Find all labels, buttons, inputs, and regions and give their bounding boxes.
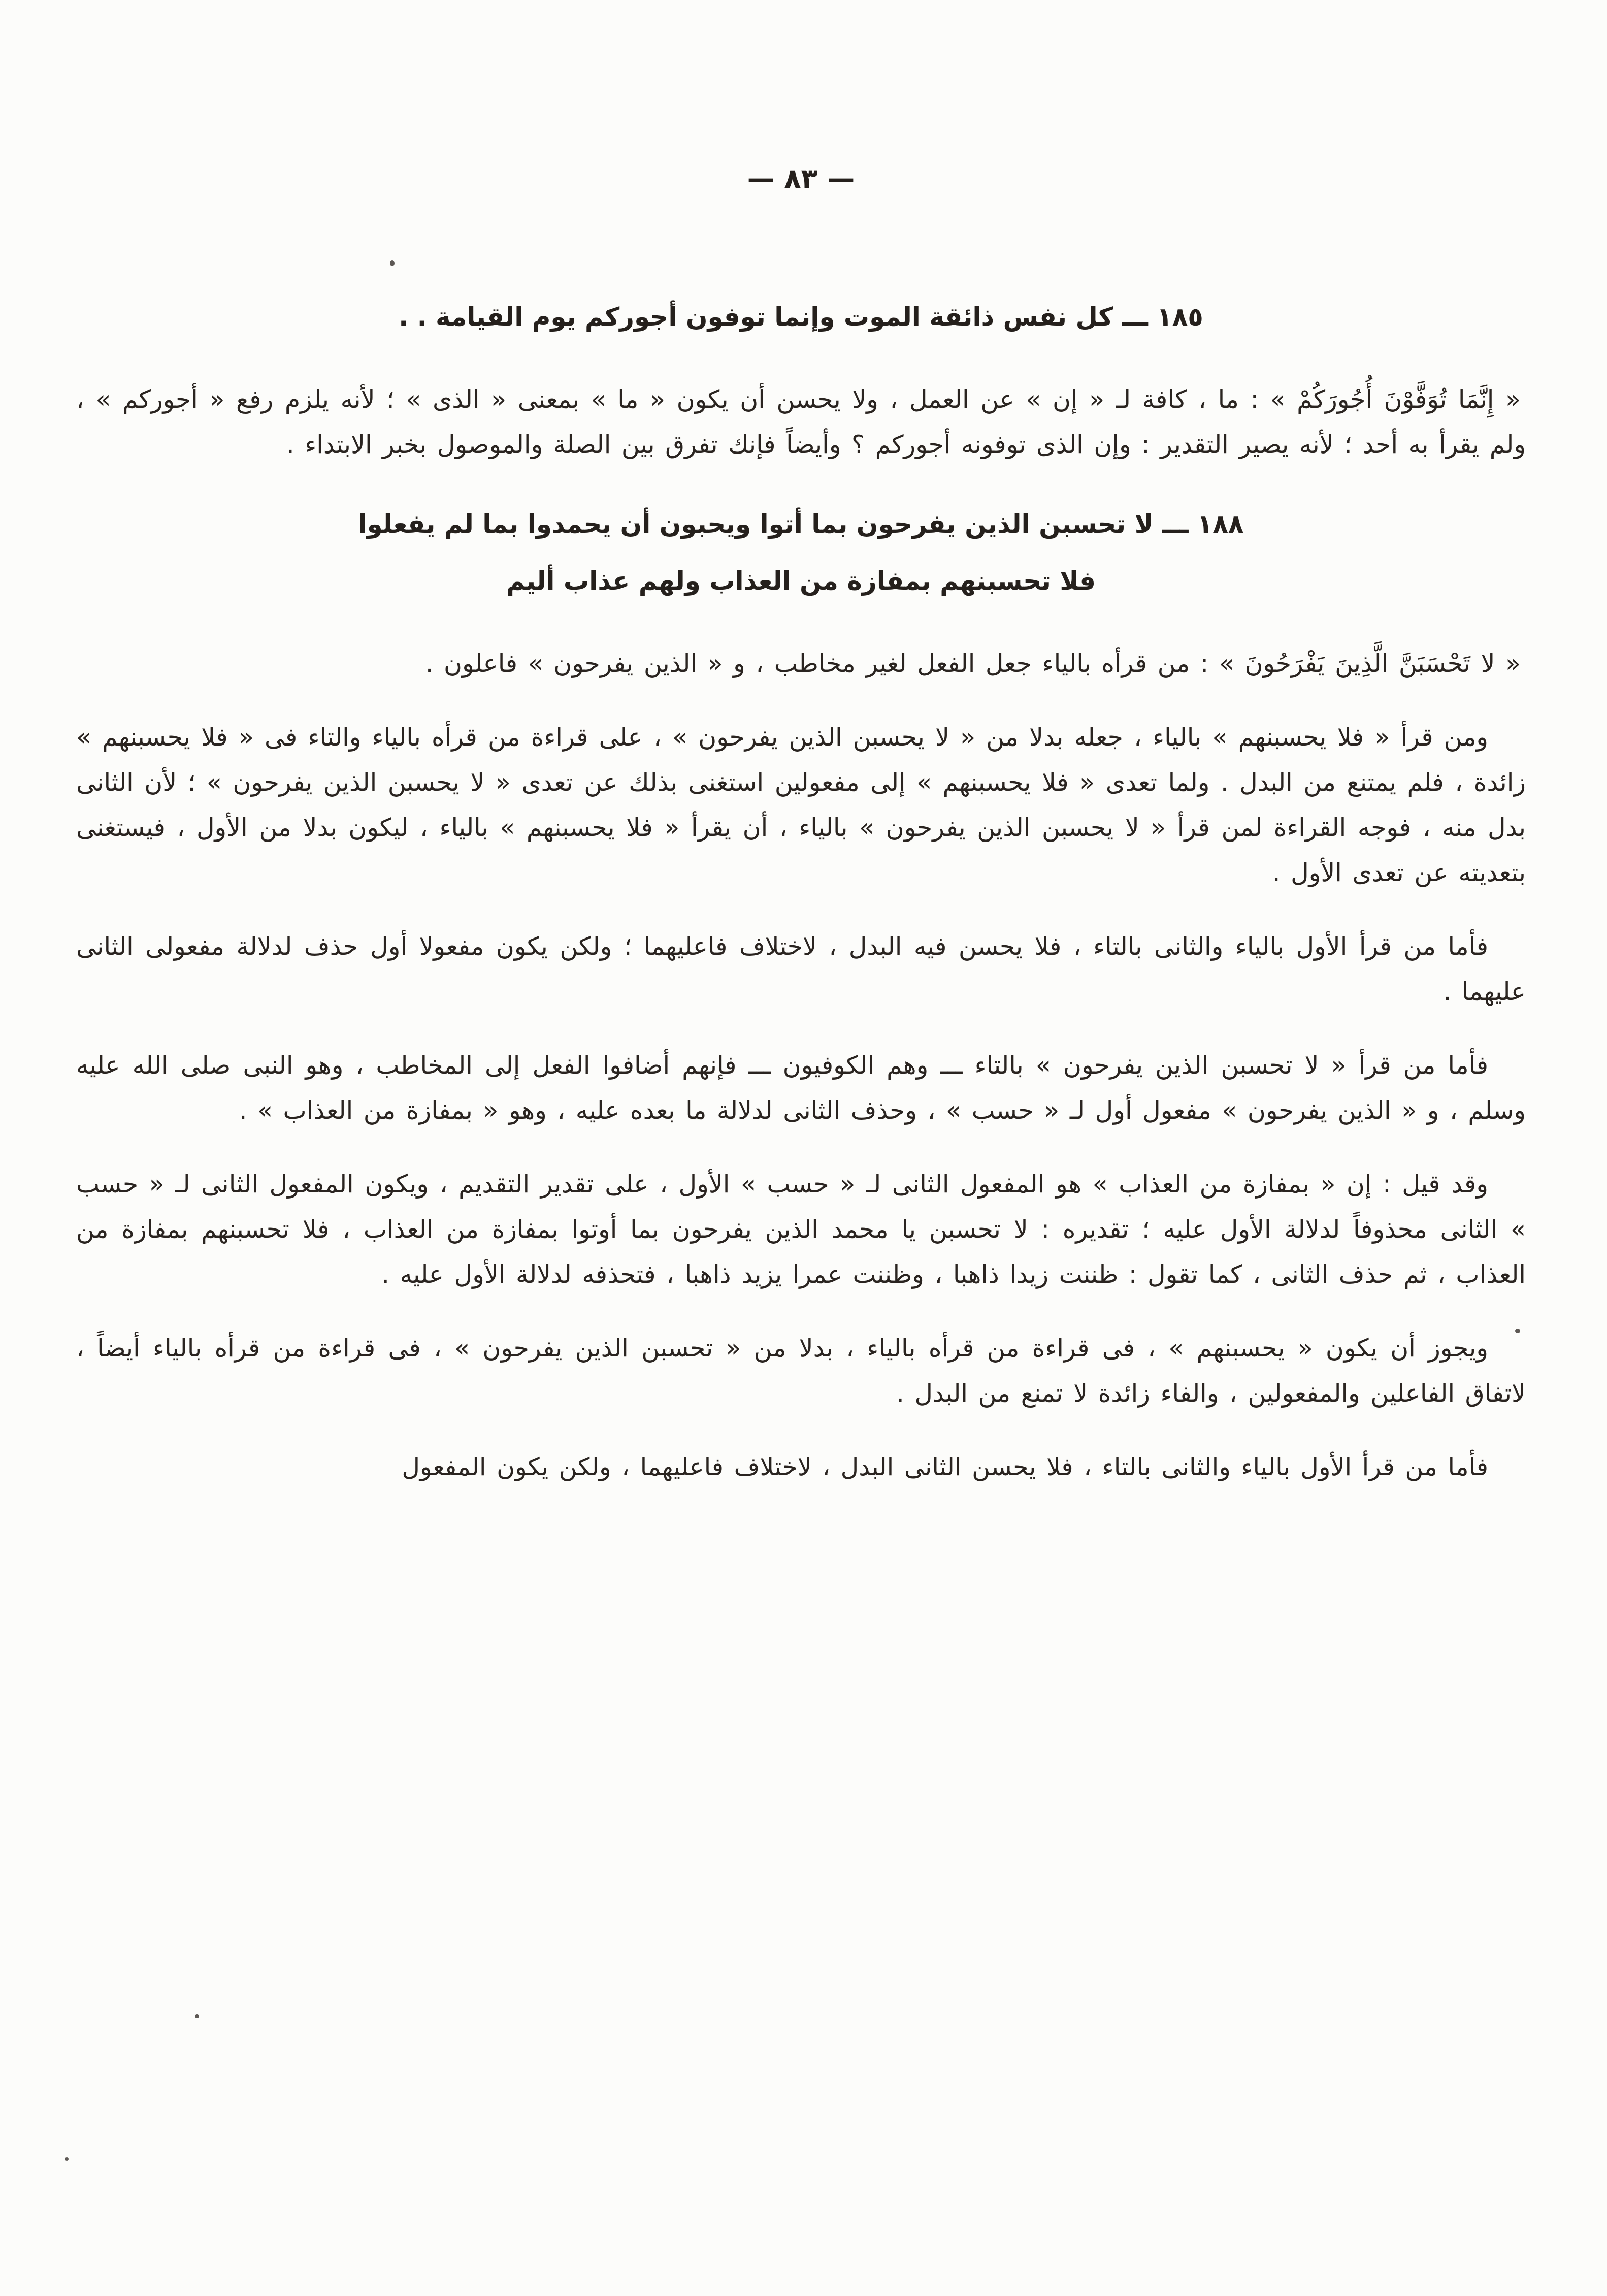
commentary-paragraph-188-6: ويجوز أن يكون « يحسبنهم » ، فى قراءة من قرأه بالياء ، بدلا من « تحسبن الذين يفرحون » ، فى قراءة من قرأه بالياء أيضاً ، لاتفاق الفاعلين والمفعولين ، والفاء زائدة لا تمنع من البدل . — [76, 1334, 1526, 1408]
commentary-paragraph-188-7: فأما من قرأ الأول بالياء والثانى بالتاء ، فلا يحسن الثانى البدل ، لاختلاف فاعليهما ، ولكن يكون المفعول — [402, 1452, 1488, 1481]
verse-heading-188-line1: ١٨٨ ـــ لا تحسبن الذين يفرحون بما أتوا ويحبون أن يحمدوا بما لم يفعلوا — [358, 509, 1244, 539]
verse-heading-188-line2: فلا تحسبنهم بمفازة من العذاب ولهم عذاب أليم — [506, 566, 1096, 596]
scan-speck — [195, 2014, 199, 2018]
commentary-paragraph-188-2: ومن قرأ « فلا يحسبنهم » بالياء ، جعله بدلا من « لا يحسبن الذين يفرحون » ، على قراءة من قرأه بالياء والتاء فى « فلا يحسبنهم » زائدة ، فلم يمتنع من البدل . ولما تعدى « فلا يحسبنهم » إلى مفعولين استغنى بذلك عن تعدى « لا يحسبن الذين يفرحون » ؛ لأن الثانى بدل منه ، فوجه القراءة لمن قرأ « لا يحسبن الذين يفرحون » بالياء ، أن يقرأ « فلا يحسبنهم » بالياء ، ليكون بدلا من الأول ، فيستغنى بتعديته عن تعدى الأول . — [76, 723, 1526, 887]
commentary-paragraph-185-1: « إِنَّمَا تُوَفَّوْنَ أُجُورَكُمْ » : ما ، كافة لـ « إن » عن العمل ، ولا يحسن أن يكون « ما » بمعنى « الذى » ؛ لأنه يلزم رفع « أجوركم » ، ولم يقرأ به أحد ؛ لأنه يصير التقدير : وإن الذى توفونه أجوركم ؟ وأيضاً فإنك تفرق بين الصلة والموصول بخبر الابتداء . — [76, 385, 1526, 459]
scan-speck — [65, 2157, 69, 2161]
verse-heading-185: ١٨٥ ـــ كل نفس ذائقة الموت وإنما توفون أجوركم يوم القيامة . . — [399, 302, 1203, 332]
commentary-paragraph-188-4: فأما من قرأ « لا تحسبن الذين يفرحون » بالتاء ـــ وهم الكوفيون ـــ فإنهم أضافوا الفعل إلى المخاطب ، وهو النبى صلى الله عليه وسلم ، و « الذين يفرحون » مفعول أول لـ « حسب » ، وحذف الثانى لدلالة ما بعده عليه ، وهو « بمفازة من العذاب » . — [76, 1051, 1526, 1125]
page-number: — ٨٣ — — [747, 163, 855, 195]
scan-speck — [1515, 1329, 1520, 1333]
verse-heading-188 — [76, 496, 1526, 609]
commentary-paragraph-188-5: وقد قيل : إن « بمفازة من العذاب » هو المفعول الثانى لـ « حسب » الأول ، على تقدير التقديم ، ويكون المفعول الثانى لـ « حسب » الثانى محذوفاً لدلالة الأول عليه ؛ تقديره : لا تحسبن يا محمد الذين يفرحون بما أوتوا بمفازة من العذاب ، فلا تحسبنهم بمفازة من العذاب ، ثم حذف الثانى ، كما تقول : ظننت زيدا ذاهبا ، وظننت عمرا يزيد ذاهبا ، فتحذفه لدلالة الأول عليه . — [76, 1170, 1526, 1289]
commentary-paragraph-188-1: « لا تَحْسَبَنَّ الَّذِينَ يَفْرَحُونَ » : من قرأه بالياء جعل الفعل لغير مخاطب ، و « الذين يفرحون » فاعلون . — [425, 649, 1521, 678]
scan-speck — [390, 260, 395, 266]
commentary-paragraph-188-3: فأما من قرأ الأول بالياء والثانى بالتاء ، فلا يحسن فيه البدل ، لاختلاف فاعليهما ؛ ولكن يكون مفعولا أول حذف لدلالة مفعولى الثانى عليهما . — [76, 932, 1526, 1006]
